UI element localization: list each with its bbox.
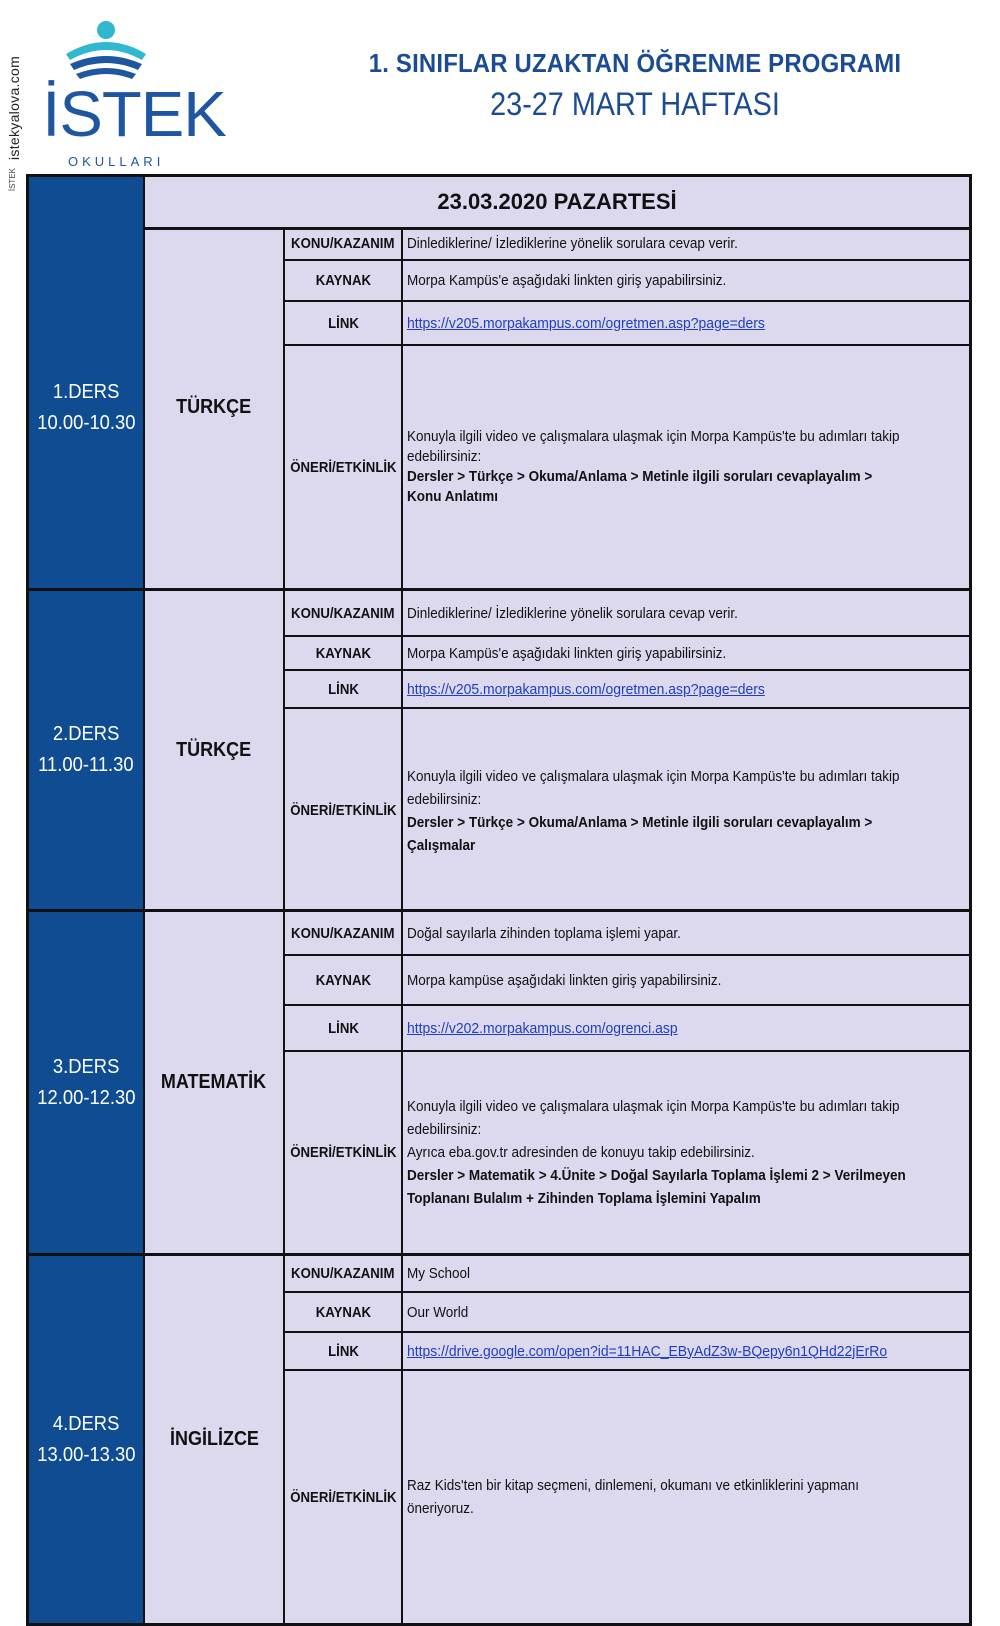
link-row bbox=[285, 302, 969, 346]
link-value-cell bbox=[403, 1333, 969, 1369]
topic-label-cell bbox=[285, 912, 403, 954]
topic-value-cell bbox=[403, 1256, 969, 1291]
lesson-number: 1.DERS bbox=[52, 380, 120, 403]
source-value-cell bbox=[403, 261, 969, 300]
topic-value-cell bbox=[403, 227, 969, 259]
activity-value-cell bbox=[403, 709, 969, 912]
lesson-subject: MATEMATİK bbox=[161, 1071, 267, 1093]
lesson-link[interactable]: https://v205.morpakampus.com/ogretmen.asp?page=ders bbox=[407, 680, 765, 698]
source-label: KAYNAK bbox=[315, 1303, 371, 1321]
topic-row bbox=[285, 591, 969, 637]
activity-row bbox=[285, 1371, 969, 1623]
topic-label-cell bbox=[285, 591, 403, 635]
lesson-block bbox=[29, 1256, 969, 1623]
source-label: KAYNAK bbox=[315, 272, 371, 289]
activity-row bbox=[285, 709, 969, 912]
link-value-cell bbox=[403, 302, 969, 344]
source-value-cell bbox=[403, 956, 969, 1004]
source-row bbox=[285, 637, 969, 671]
topic-row bbox=[285, 912, 969, 956]
watermark-mini-logo: İSTEK bbox=[8, 168, 17, 192]
lesson-subject: TÜRKÇE bbox=[176, 738, 252, 761]
topic-row bbox=[285, 1256, 969, 1293]
activity-path: Dersler > Matematik > 4.Ünite > Doğal Sayılarla Toplama İşlemi 2 > Verilmeyen Toplananı Bulalım + Zihinden Toplama İşlemini Yapalım bbox=[407, 1167, 906, 1207]
source-label: KAYNAK bbox=[315, 644, 371, 662]
side-watermark bbox=[4, 10, 30, 190]
topic-label-cell bbox=[285, 227, 403, 259]
source-row bbox=[285, 261, 969, 302]
topic-value-cell bbox=[403, 591, 969, 635]
link-label-cell bbox=[285, 302, 403, 344]
source-value-cell bbox=[403, 637, 969, 669]
activity-value-cell bbox=[403, 1371, 969, 1623]
lesson-subject-cell bbox=[145, 591, 285, 909]
lesson-time: 11.00-11.30 bbox=[38, 754, 134, 776]
lesson-link[interactable]: https://v205.morpakampus.com/ogretmen.asp?page=ders bbox=[407, 314, 765, 332]
activity-label-cell bbox=[285, 709, 403, 912]
link-label: LİNK bbox=[327, 314, 359, 332]
source-value-cell bbox=[403, 1293, 969, 1331]
lesson-time: 10.00-10.30 bbox=[36, 411, 136, 434]
lesson-block bbox=[29, 227, 969, 591]
lesson-subject-cell bbox=[145, 912, 285, 1253]
activity-value-cell bbox=[403, 346, 969, 588]
lesson-link[interactable]: https://v202.morpakampus.com/ogrenci.asp bbox=[407, 1019, 678, 1037]
activity-label-cell bbox=[285, 346, 403, 588]
topic-row bbox=[285, 227, 969, 261]
lesson-subject-cell bbox=[145, 1256, 285, 1623]
activity-intro: Konuyla ilgili video ve çalışmalara ulaşmak için Morpa Kampüs'te bu adımları takip edebilirsiniz: bbox=[407, 428, 900, 465]
lesson-number-cell bbox=[29, 912, 145, 1253]
lesson-time: 13.00-13.30 bbox=[36, 1443, 136, 1466]
activity-extra: Ayrıca eba.gov.tr adresinden de konuyu takip edebilirsiniz. bbox=[407, 1144, 755, 1161]
activity-intro: Raz Kids'ten bir kitap seçmeni, dinlemeni, okumanı ve etkinliklerini yapmanı öneriyoruz. bbox=[407, 1477, 860, 1517]
lesson-time: 12.00-12.30 bbox=[36, 1086, 136, 1109]
topic-label: KONU/KAZANIM bbox=[291, 1265, 395, 1282]
day-date: 23.03.2020 PAZARTESİ bbox=[437, 189, 677, 214]
topic-label: KONU/KAZANIM bbox=[291, 234, 395, 252]
source-label: KAYNAK bbox=[315, 971, 371, 989]
topic-value: My School bbox=[407, 1265, 471, 1282]
source-value: Our World bbox=[407, 1303, 469, 1321]
link-label: LİNK bbox=[327, 1019, 359, 1037]
lesson-link[interactable]: https://drive.google.com/open?id=11HAC_EByAdZ3w-BQepy6n1QHd22jErRo bbox=[407, 1342, 888, 1360]
link-label-cell bbox=[285, 671, 403, 707]
source-row bbox=[285, 956, 969, 1006]
link-row bbox=[285, 1006, 969, 1052]
activity-value-cell bbox=[403, 1052, 969, 1253]
watermark-site-text: istekyalova.com bbox=[6, 55, 22, 160]
logo-wordmark: İSTEK bbox=[42, 78, 226, 150]
link-value-cell bbox=[403, 1006, 969, 1050]
source-label-cell bbox=[285, 637, 403, 669]
activity-label: ÖNERİ/ETKİNLİK bbox=[289, 802, 397, 819]
topic-value-cell bbox=[403, 912, 969, 954]
activity-label-cell bbox=[285, 1371, 403, 1623]
source-row bbox=[285, 1293, 969, 1333]
link-row bbox=[285, 1333, 969, 1371]
lesson-number-cell bbox=[29, 227, 145, 588]
lesson-number-cell bbox=[29, 1256, 145, 1623]
source-value: Morpa Kampüs'e aşağıdaki linkten giriş yapabilirsiniz. bbox=[407, 272, 727, 289]
activity-row bbox=[285, 346, 969, 588]
lesson-subject: İNGİLİZCE bbox=[169, 1428, 259, 1450]
page-subtitle: 23-27 MART HAFTASI bbox=[490, 86, 780, 122]
activity-label: ÖNERİ/ETKİNLİK bbox=[289, 1488, 397, 1506]
activity-row bbox=[285, 1052, 969, 1253]
link-row bbox=[285, 671, 969, 709]
lesson-block bbox=[29, 591, 969, 912]
school-logo bbox=[42, 20, 226, 169]
date-row-navy-cell bbox=[29, 177, 145, 227]
link-label: LİNK bbox=[327, 1342, 359, 1360]
page-title: 1. SINIFLAR UZAKTAN ÖĞRENME PROGRAMI bbox=[368, 48, 902, 78]
activity-label: ÖNERİ/ETKİNLİK bbox=[289, 1144, 397, 1161]
activity-label: ÖNERİ/ETKİNLİK bbox=[289, 458, 397, 476]
link-label-cell bbox=[285, 1333, 403, 1369]
topic-value: Doğal sayılarla zihinden toplama işlemi yapar. bbox=[407, 924, 681, 942]
activity-path: Dersler > Türkçe > Okuma/Anlama > Metinle ilgili soruları cevaplayalım > Konu Anlatımı bbox=[407, 468, 873, 505]
logo-subtext: OKULLARI bbox=[68, 154, 165, 169]
activity-label-cell bbox=[285, 1052, 403, 1253]
topic-label: KONU/KAZANIM bbox=[291, 924, 395, 942]
activity-intro: Konuyla ilgili video ve çalışmalara ulaşmak için Morpa Kampüs'te bu adımları takip edebilirsiniz: bbox=[407, 767, 900, 808]
activity-path: Dersler > Türkçe > Okuma/Anlama > Metinle ilgili soruları cevaplayalım > Çalışmalar bbox=[407, 813, 873, 854]
topic-value: Dinlediklerine/ İzlediklerine yönelik sorulara cevap verir. bbox=[407, 604, 738, 622]
source-label-cell bbox=[285, 956, 403, 1004]
source-value: Morpa kampüse aşağıdaki linkten giriş yapabilirsiniz. bbox=[407, 971, 722, 989]
lesson-subject: TÜRKÇE bbox=[176, 396, 252, 418]
lesson-number-cell bbox=[29, 591, 145, 909]
schedule-table bbox=[26, 174, 972, 1626]
lesson-subject-cell bbox=[145, 227, 285, 588]
lesson-number: 2.DERS bbox=[52, 723, 120, 745]
lesson-block bbox=[29, 912, 969, 1256]
lesson-number: 3.DERS bbox=[52, 1055, 120, 1078]
date-row bbox=[29, 177, 969, 230]
activity-intro: Konuyla ilgili video ve çalışmalara ulaşmak için Morpa Kampüs'te bu adımları takip edebilirsiniz: bbox=[407, 1098, 900, 1138]
link-label: LİNK bbox=[327, 680, 359, 698]
topic-label: KONU/KAZANIM bbox=[291, 604, 395, 622]
topic-label-cell bbox=[285, 1256, 403, 1291]
link-label-cell bbox=[285, 1006, 403, 1050]
lesson-number: 4.DERS bbox=[52, 1412, 120, 1435]
source-value: Morpa Kampüs'e aşağıdaki linkten giriş yapabilirsiniz. bbox=[407, 644, 727, 662]
source-label-cell bbox=[285, 1293, 403, 1331]
source-label-cell bbox=[285, 261, 403, 300]
link-value-cell bbox=[403, 671, 969, 707]
topic-value: Dinlediklerine/ İzlediklerine yönelik sorulara cevap verir. bbox=[407, 234, 738, 252]
